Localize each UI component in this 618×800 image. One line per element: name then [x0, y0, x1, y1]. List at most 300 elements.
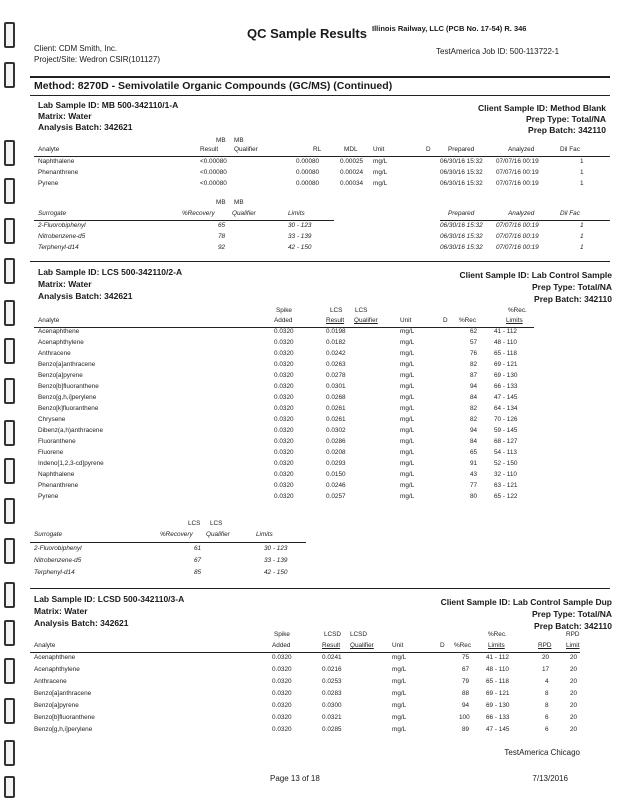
limits: 54 - 113: [494, 449, 517, 456]
analyzed: 07/07/16 00:19: [496, 158, 539, 165]
col-analyzed: Analyzed: [508, 146, 535, 153]
lcs-batch: Analysis Batch: 342621: [38, 291, 133, 301]
mb-matrix: Matrix: Water: [38, 111, 92, 121]
lcsd-header-row-1: [0, 631, 618, 642]
analyte: Fluoranthene: [38, 438, 76, 445]
project-site: Project/Site: Wedron CSIR(101127): [34, 55, 160, 64]
rec: 84: [470, 438, 478, 445]
lcsd-batch: Analysis Batch: 342621: [34, 618, 129, 628]
result: <0.00080: [200, 158, 227, 165]
col-limit: Limit: [566, 642, 580, 649]
surrogate: Terphenyl-d14: [34, 569, 75, 576]
analyte: Naphthalene: [38, 158, 75, 165]
rpd: 6: [545, 726, 549, 733]
unit: mg/L: [400, 361, 415, 368]
job-id: TestAmerica Job ID: 500-113722-1: [436, 47, 560, 56]
result: 0.0278: [326, 372, 346, 379]
analyte: Chrysene: [38, 416, 66, 423]
page-title: QC Sample Results: [247, 26, 367, 41]
unit: mg/L: [400, 482, 415, 489]
analyte: Benzo[k]fluoranthene: [38, 405, 99, 412]
col-rpd-label: RPD: [566, 631, 580, 638]
result: 0.0241: [322, 654, 342, 661]
table-row: [0, 482, 618, 493]
recovery: 92: [218, 244, 226, 251]
col-qualifier: Qualifier: [206, 531, 230, 538]
result: 0.0286: [326, 438, 346, 445]
rec: 94: [470, 383, 478, 390]
result: 0.0302: [326, 427, 346, 434]
col-rpd: RPD: [538, 642, 552, 649]
unit: mg/L: [373, 169, 388, 176]
col-qualifier: Qualifier: [354, 317, 378, 324]
result: 0.0150: [326, 471, 346, 478]
limits: 69 - 130: [494, 372, 518, 379]
table-row: [0, 471, 618, 482]
footer-date: 7/13/2016: [532, 774, 568, 783]
table-row: [0, 438, 618, 449]
limits: 69 - 130: [486, 702, 510, 709]
unit: mg/L: [392, 654, 407, 661]
unit: mg/L: [392, 714, 407, 721]
added: 0.0320: [274, 339, 294, 346]
surrogate: Nitrobenzene-d5: [38, 233, 86, 240]
table-row: [0, 493, 618, 504]
result: 0.0208: [326, 449, 346, 456]
limits: 32 - 110: [494, 471, 517, 478]
rec: 94: [470, 427, 478, 434]
col-rec: %Rec: [454, 642, 472, 649]
rpd-limit: 20: [570, 666, 578, 673]
analyte: Acenaphthene: [34, 654, 76, 661]
rec: 100: [459, 714, 470, 721]
analyzed: 07/07/16 00:19: [496, 244, 539, 251]
added: 0.0320: [272, 726, 292, 733]
added: 0.0320: [272, 666, 292, 673]
col-result: Result: [200, 146, 219, 153]
analyte: Anthracene: [38, 350, 71, 357]
col-unit: Unit: [373, 146, 385, 153]
table-row: [0, 449, 618, 460]
divider: [30, 542, 306, 543]
analyte: Dibenz(a,h)anthracene: [38, 427, 104, 434]
col-spike: Spike: [276, 307, 292, 314]
rec: 67: [462, 666, 470, 673]
prepared: 06/30/16 15:32: [440, 233, 483, 240]
table-row: [0, 244, 618, 255]
surrogate: Nitrobenzene-d5: [34, 557, 82, 564]
col-label: LCS: [330, 307, 343, 314]
rec: 89: [462, 726, 470, 733]
rpd-limit: 20: [570, 690, 578, 697]
table-row: [0, 405, 618, 416]
mb-col-label: MB: [216, 137, 226, 144]
table-row: [0, 545, 618, 556]
unit: mg/L: [373, 180, 388, 187]
added: 0.0320: [274, 405, 294, 412]
rpd: 20: [542, 654, 550, 661]
binder-hole: [4, 582, 15, 608]
col-analyzed: Analyzed: [508, 210, 535, 217]
added: 0.0320: [274, 350, 294, 357]
col-rec-label: %Rec.: [508, 307, 527, 314]
table-row: [0, 350, 618, 361]
analyte: Phenanthrene: [38, 482, 79, 489]
limits: 65 - 118: [486, 678, 509, 685]
rpd-limit: 20: [570, 678, 578, 685]
col-label: LCS: [188, 520, 201, 527]
lcs-prep-type: Prep Type: Total/NA: [532, 282, 612, 292]
dil-fac: 1: [580, 158, 584, 165]
dil-fac: 1: [580, 180, 584, 187]
rpd: 17: [542, 666, 550, 673]
rec: 80: [470, 493, 478, 500]
rec: 82: [470, 405, 478, 412]
added: 0.0320: [274, 449, 294, 456]
prepared: 06/30/16 15:32: [440, 244, 483, 251]
table-row: [0, 169, 618, 180]
unit: mg/L: [392, 702, 407, 709]
col-dil: Dil Fac: [560, 210, 580, 217]
limits: 41 - 112: [494, 328, 517, 335]
recovery: 67: [194, 557, 202, 564]
unit: mg/L: [400, 383, 415, 390]
added: 0.0320: [272, 678, 292, 685]
analyte: Pyrene: [38, 180, 59, 187]
limits: 52 - 150: [494, 460, 518, 467]
lcsd-prep-batch: Prep Batch: 342110: [534, 621, 612, 631]
limits: 65 - 118: [494, 350, 517, 357]
rec: 75: [462, 654, 470, 661]
rec: 94: [462, 702, 470, 709]
result: 0.0293: [326, 460, 346, 467]
col-dil: Dil Fac: [560, 146, 580, 153]
lcsd-matrix: Matrix: Water: [34, 606, 88, 616]
table-row: [0, 702, 618, 713]
analyzed: 07/07/16 00:19: [496, 233, 539, 240]
limits: 69 - 121: [486, 690, 510, 697]
rec: 62: [470, 328, 478, 335]
table-row: [0, 714, 618, 725]
unit: mg/L: [400, 449, 415, 456]
rpd: 8: [545, 702, 549, 709]
rpd: 4: [545, 678, 549, 685]
limits: 63 - 121: [494, 482, 518, 489]
unit: mg/L: [400, 493, 415, 500]
limits: 30 - 123: [264, 545, 288, 552]
analyte: Indeno[1,2,3-cd]pyrene: [38, 460, 104, 467]
lcs-prep-batch: Prep Batch: 342110: [534, 294, 612, 304]
client-name: Client: CDM Smith, Inc.: [34, 44, 118, 53]
col-rec: %Rec: [459, 317, 477, 324]
unit: mg/L: [373, 158, 388, 165]
analyte: Acenaphthene: [38, 328, 80, 335]
col-limits: Limits: [288, 210, 305, 217]
analyte: Benzo[g,h,i]perylene: [34, 726, 93, 733]
unit: mg/L: [392, 726, 407, 733]
mb-surrogate-header-1: [0, 199, 618, 210]
col-result: Result: [322, 642, 341, 649]
table-row: [0, 666, 618, 677]
added: 0.0320: [274, 438, 294, 445]
col-limits: Limits: [506, 317, 523, 324]
analyte: Phenanthrene: [38, 169, 79, 176]
rec: 43: [470, 471, 478, 478]
rpd-limit: 20: [570, 654, 578, 661]
divider: [30, 261, 610, 262]
recovery: 85: [194, 569, 202, 576]
result: 0.0301: [326, 383, 346, 390]
result: 0.0182: [326, 339, 346, 346]
unit: mg/L: [400, 328, 415, 335]
col-result: Result: [326, 317, 345, 324]
result: <0.00080: [200, 169, 227, 176]
analyzed: 07/07/16 00:19: [496, 222, 539, 229]
analyte: Benzo[a]pyrene: [38, 372, 83, 379]
added: 0.0320: [274, 383, 294, 390]
unit: mg/L: [392, 690, 407, 697]
analyte: Benzo[a]pyrene: [34, 702, 79, 709]
mb-lab-id: Lab Sample ID: MB 500-342110/1-A: [38, 100, 179, 110]
col-d: D: [443, 317, 448, 324]
analyte: Benzo[b]fluoranthene: [34, 714, 95, 721]
result: 0.0300: [322, 702, 342, 709]
rpd: 6: [545, 714, 549, 721]
analyte: Acenaphthylene: [38, 339, 84, 346]
col-rec-label: %Rec.: [488, 631, 507, 638]
prepared: 06/30/16 15:32: [440, 158, 483, 165]
table-row: [0, 569, 618, 580]
mb-prep-batch: Prep Batch: 342110: [528, 125, 606, 135]
limits: 33 - 139: [288, 233, 312, 240]
table-row: [0, 328, 618, 339]
col-recovery: %Recovery: [182, 210, 215, 217]
added: 0.0320: [274, 460, 294, 467]
col-prepared: Prepared: [448, 146, 475, 153]
added: 0.0320: [274, 427, 294, 434]
col-mdl: MDL: [344, 146, 358, 153]
col-added: Added: [272, 642, 291, 649]
col-limits: Limits: [256, 531, 273, 538]
unit: mg/L: [400, 438, 415, 445]
col-d: D: [426, 146, 431, 153]
dil-fac: 1: [580, 169, 584, 176]
limits: 48 - 110: [494, 339, 517, 346]
unit: mg/L: [400, 405, 415, 412]
analyte: Fluorene: [38, 449, 64, 456]
col-spike: Spike: [274, 631, 290, 638]
rpd-limit: 20: [570, 726, 578, 733]
mb-batch: Analysis Batch: 342621: [38, 122, 133, 132]
result: 0.0283: [322, 690, 342, 697]
result: 0.0321: [322, 714, 342, 721]
unit: mg/L: [400, 372, 415, 379]
added: 0.0320: [272, 702, 292, 709]
col-rl: RL: [313, 146, 322, 153]
col-label: LCS: [355, 307, 368, 314]
table-row: [0, 726, 618, 737]
added: 0.0320: [274, 416, 294, 423]
added: 0.0320: [272, 690, 292, 697]
rec: 57: [470, 339, 478, 346]
analyte: Acenaphthylene: [34, 666, 80, 673]
col-surrogate: Surrogate: [34, 531, 63, 538]
col-qualifier: Qualifier: [234, 146, 258, 153]
result: 0.0261: [326, 416, 346, 423]
dil-fac: 1: [580, 244, 584, 251]
added: 0.0320: [274, 482, 294, 489]
col-qualifier: Qualifier: [350, 642, 374, 649]
added: 0.0320: [274, 372, 294, 379]
unit: mg/L: [400, 427, 415, 434]
table-row: [0, 460, 618, 471]
added: 0.0320: [274, 493, 294, 500]
mdl: 0.00025: [340, 158, 364, 165]
limits: 42 - 150: [288, 244, 312, 251]
recovery: 61: [194, 545, 202, 552]
table-row: [0, 557, 618, 568]
unit: mg/L: [400, 394, 415, 401]
lab-header: Illinois Railway, LLC (PCB No. 17-54) R. 346: [372, 24, 527, 33]
limits: 42 - 150: [264, 569, 288, 576]
col-unit: Unit: [392, 642, 404, 649]
table-row: [0, 383, 618, 394]
rec: 79: [462, 678, 470, 685]
col-label: MB: [216, 199, 226, 206]
analyte: Pyrene: [38, 493, 59, 500]
lcsd-client-id: Client Sample ID: Lab Control Sample Dup: [440, 597, 612, 607]
table-row: [0, 654, 618, 665]
unit: mg/L: [392, 678, 407, 685]
dil-fac: 1: [580, 233, 584, 240]
prepared: 06/30/16 15:32: [440, 180, 483, 187]
limits: 41 - 112: [486, 654, 509, 661]
lcs-surrogate-header: [0, 531, 618, 542]
added: 0.0320: [274, 328, 294, 335]
table-row: [0, 233, 618, 244]
recovery: 78: [218, 233, 226, 240]
col-qualifier: Qualifier: [232, 210, 256, 217]
added: 0.0320: [274, 394, 294, 401]
binder-hole: [4, 22, 15, 48]
binder-hole: [4, 740, 15, 766]
method-title: Method: 8270D - Semivolatile Organic Compounds (GC/MS) (Continued): [34, 80, 393, 92]
limits: 70 - 126: [494, 416, 518, 423]
lcs-matrix: Matrix: Water: [38, 279, 92, 289]
result: 0.0257: [326, 493, 346, 500]
limits: 64 - 134: [494, 405, 518, 412]
col-prepared: Prepared: [448, 210, 475, 217]
rl: 0.00080: [296, 169, 320, 176]
table-row: [0, 678, 618, 689]
binder-hole: [4, 258, 15, 284]
rec: 76: [470, 350, 478, 357]
added: 0.0320: [272, 654, 292, 661]
surrogate: Terphenyl-d14: [38, 244, 79, 251]
table-row: [0, 361, 618, 372]
lcsd-lab-id: Lab Sample ID: LCSD 500-342110/3-A: [34, 594, 185, 604]
rpd-limit: 20: [570, 714, 578, 721]
result: 0.0198: [326, 328, 346, 335]
col-label: LCSD: [350, 631, 368, 638]
limits: 48 - 110: [486, 666, 509, 673]
rpd: 8: [545, 690, 549, 697]
table-row: [0, 222, 618, 233]
table-row: [0, 372, 618, 383]
col-d: D: [440, 642, 445, 649]
result: 0.0285: [322, 726, 342, 733]
rec: 65: [470, 449, 478, 456]
col-unit: Unit: [400, 317, 412, 324]
limits: 47 - 145: [494, 394, 518, 401]
unit: mg/L: [400, 460, 415, 467]
dil-fac: 1: [580, 222, 584, 229]
footer-page: Page 13 of 18: [270, 774, 320, 783]
result: 0.0263: [326, 361, 346, 368]
divider: [34, 156, 610, 157]
analyzed: 07/07/16 00:19: [496, 169, 539, 176]
limits: 66 - 133: [486, 714, 510, 721]
rec: 82: [470, 416, 478, 423]
prepared: 06/30/16 15:32: [440, 222, 483, 229]
lcs-lab-id: Lab Sample ID: LCS 500-342110/2-A: [38, 267, 183, 277]
limits: 33 - 139: [264, 557, 288, 564]
result: 0.0253: [322, 678, 342, 685]
result: 0.0268: [326, 394, 346, 401]
rpd-limit: 20: [570, 702, 578, 709]
col-analyte: Analyte: [34, 642, 56, 649]
lcsd-prep-type: Prep Type: Total/NA: [532, 609, 612, 619]
lcs-client-id: Client Sample ID: Lab Control Sample: [459, 270, 612, 280]
limits: 65 - 122: [494, 493, 518, 500]
table-row: [0, 427, 618, 438]
mb-prep-type: Prep Type: Total/NA: [526, 114, 606, 124]
rec: 88: [462, 690, 470, 697]
added: 0.0320: [274, 361, 294, 368]
rec: 82: [470, 361, 478, 368]
binder-hole: [4, 776, 15, 798]
rl: 0.00080: [296, 158, 320, 165]
footer-company: TestAmerica Chicago: [504, 748, 580, 757]
col-analyte: Analyte: [38, 317, 60, 324]
mb-col-label: MB: [234, 137, 244, 144]
added: 0.0320: [274, 471, 294, 478]
rec: 91: [470, 460, 478, 467]
added: 0.0320: [272, 714, 292, 721]
limits: 68 - 127: [494, 438, 518, 445]
result: 0.0261: [326, 405, 346, 412]
analyte: Benzo[b]fluoranthene: [38, 383, 99, 390]
table-row: [0, 690, 618, 701]
recovery: 65: [218, 222, 226, 229]
limits: 30 - 123: [288, 222, 312, 229]
col-analyte: Analyte: [38, 146, 60, 153]
divider: [30, 588, 610, 589]
analyzed: 07/07/16 00:19: [496, 180, 539, 187]
analyte: Benzo[a]anthracene: [34, 690, 92, 697]
divider: [30, 76, 610, 78]
table-row: [0, 339, 618, 350]
mdl: 0.00024: [340, 169, 364, 176]
col-label: LCS: [210, 520, 223, 527]
result: 0.0246: [326, 482, 346, 489]
unit: mg/L: [392, 666, 407, 673]
table-row: [0, 394, 618, 405]
divider: [34, 220, 334, 221]
table-row: [0, 180, 618, 191]
col-recovery: %Recovery: [160, 531, 193, 538]
surrogate: 2-Fluorobiphenyl: [38, 222, 86, 229]
